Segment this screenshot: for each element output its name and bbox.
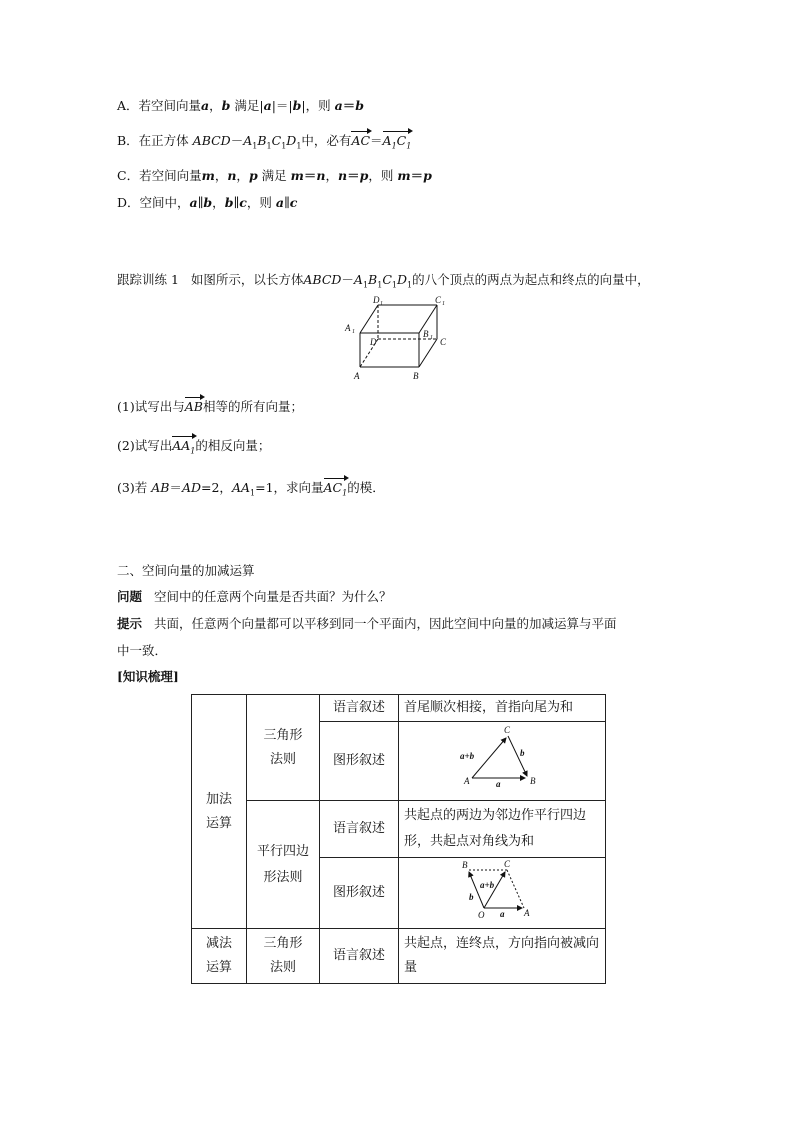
svg-text:A: A [354,371,360,381]
hint-label: 提示 [117,616,143,631]
choice-a-tail: |，则 [301,98,331,113]
graphic-label-2: 图形叙述 [320,858,399,929]
training-intro: 跟踪训练 1 如图所示，以长方体$ABCD-A_1B_1C_1D_1$的八个顶点的两点为起点和终点的向量中， [117,272,650,290]
triangle-rule-cell: 三角形法则 [247,695,320,801]
para-rule-cell: 平行四边形法则 [247,801,320,929]
choice-b-prefix: B．在正方体 [117,133,189,148]
svg-text:C: C [440,337,447,347]
choice-d-prefix: D．空间中， [117,195,190,210]
cuboid-figure [343,293,463,385]
question-row [117,587,391,605]
svg-text:1: 1 [430,335,433,341]
choice-a-prefix: A．若空间向量 [117,98,202,113]
choice-b: B．在正方体 $ABCD-A_1B_1C_1D_1$中，必有$AC=A_1C_1$ [117,133,412,151]
svg-text:A: A [464,776,470,786]
svg-text:b: b [469,892,474,902]
choice-d: D．空间中，a∥b，b∥c，则 a∥c [117,195,298,210]
svg-text:C: C [435,295,442,305]
hint-row [117,614,616,632]
add-op-cell: 加法运算 [192,695,247,929]
choice-b-mid: 中，必有 [301,133,352,148]
question-2: (2)试写出$AA_1$的相反向量； [117,438,271,456]
svg-text:B: B [462,860,468,870]
choice-c: C．若空间向量m，n，p 满足 m＝n，n＝p，则 m＝p [117,168,432,183]
choice-a: A．若空间向量a，b 满足|a|＝|b|，则 a＝b [117,98,364,113]
parallelogram-rule-figure [452,858,552,920]
svg-text:C: C [504,859,511,869]
svg-text:D: D [370,337,377,347]
svg-text:D: D [373,295,380,305]
question-3-mid2: =1，求向量 [255,480,324,495]
choice-d-tail: ，则 [246,195,272,210]
triangle-figure-cell [399,722,606,801]
svg-text:b: b [520,748,525,758]
question-1-tail: 相等的所有向量； [202,399,303,414]
hint-line-2: 中一致． [117,643,168,658]
svg-text:a+b: a+b [480,880,495,890]
question-1-text: (1)试写出与 [117,399,185,414]
operations-table [191,694,606,984]
choice-c-prefix: C．若空间向量 [117,168,202,183]
svg-text:B: B [530,776,536,786]
triangle-verbal-text: 首尾顺次相接，首指向尾为和 [399,695,606,722]
sub-verbal-text: 共起点，连终点，方向指向被减向量 [399,929,606,984]
svg-text:1: 1 [442,301,445,307]
svg-text:a: a [496,779,501,789]
verbal-label-3: 语言叙述 [320,929,399,984]
svg-text:A: A [345,323,351,333]
question-2-tail: 的相反向量； [195,438,271,453]
question-text: 空间中的任意两个向量是否共面？为什么？ [153,589,392,604]
question-3: (3)若 AB＝AD=2，$AA_1=1$，求向量$AC_1$的模． [117,480,385,498]
hint-text: 共面，任意两个向量都可以平移到同一个平面内，因此空间中向量的加减运算与平面 [153,616,617,631]
triangle-rule-figure [452,724,552,790]
section-heading: 二、空间向量的加减运算 [117,563,255,578]
para-verbal-text: 共起点的两边为邻边作平行四边形，共起点对角线为和 [399,801,606,858]
question-3-tail: 的模． [347,480,385,495]
svg-text:B: B [423,329,429,339]
svg-text:B: B [413,371,419,381]
choice-c-mid: 满足 [261,168,287,183]
question-label: 问题 [117,589,143,604]
para-figure-cell [399,858,606,929]
verbal-label: 语言叙述 [320,695,399,722]
knowledge-heading: [知识梳理] [117,669,179,684]
svg-text:a: a [500,909,505,919]
question-2-text: (2)试写出 [117,438,173,453]
svg-text:1: 1 [352,329,355,335]
choice-c-tail: ，则 [368,168,394,183]
svg-text:C: C [504,725,511,735]
sub-triangle-rule-cell: 三角形法则 [247,929,320,984]
graphic-label: 图形叙述 [320,722,399,801]
training-intro-tail: 的八个顶点的两点为起点和终点的向量中， [412,272,650,287]
svg-text:O: O [478,910,485,920]
training-intro-text: 如图所示，以长方体 [190,272,304,287]
svg-text:a+b: a+b [460,751,475,761]
choice-a-mid: 满足| [234,98,264,113]
training-label: 跟踪训练 1 [117,272,179,287]
question-3-text: (3)若 [117,480,148,495]
sub-op-cell: 减法运算 [192,929,247,984]
verbal-label-2: 语言叙述 [320,801,399,858]
svg-text:A: A [524,908,530,918]
svg-text:1: 1 [380,301,383,307]
question-3-mid: =2， [201,480,232,495]
question-1: (1)试写出与AB相等的所有向量； [117,399,303,414]
